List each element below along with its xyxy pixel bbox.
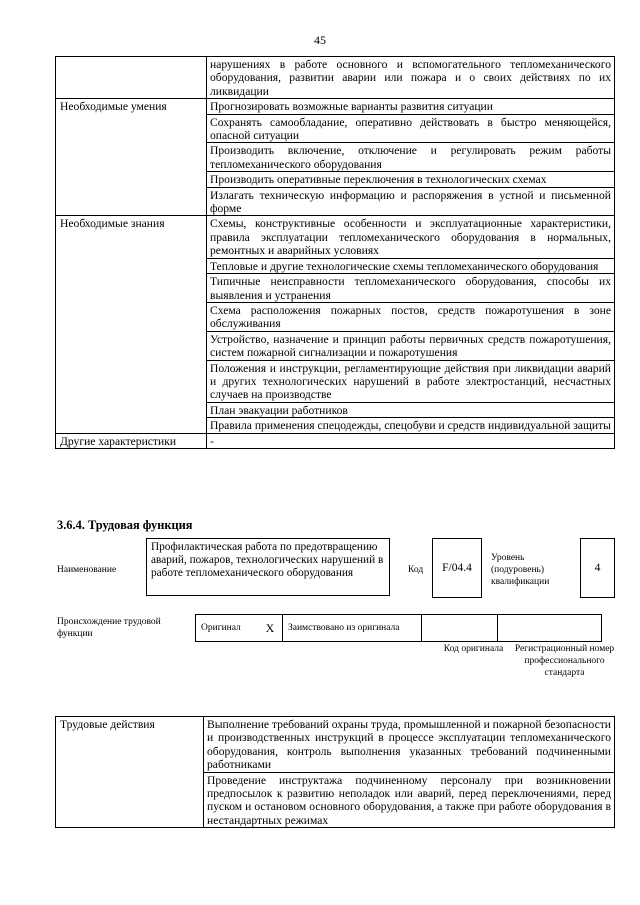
row-item: Устройство, назначение и принцип работы первичных средств пожаротушения, систем пожарной сигнализации и пожаротушения — [207, 331, 615, 360]
origin-label: Происхождение трудовой функции — [57, 617, 161, 639]
code-original-caption: Код оригинала — [443, 644, 504, 654]
table-row — [56, 216, 615, 258]
table-row — [56, 717, 615, 773]
original-cell: Оригинал — [196, 615, 259, 642]
row-item: Излагать техническую информацию и распоряжения в устной и письменной форме — [207, 187, 615, 216]
competencies-table — [55, 56, 615, 449]
level-value: 4 — [580, 538, 615, 598]
row-label-actions: Трудовые действия — [56, 717, 204, 828]
reg-number-caption: Регистрационный номер профессионального стандарта — [514, 644, 615, 678]
origin-table — [195, 614, 602, 642]
row-label-skills: Необходимые умения — [56, 99, 207, 216]
original-mark: X — [258, 615, 283, 642]
name-label: Наименование — [57, 565, 117, 575]
row-item: Положения и инструкции, регламентирующие действия при ликвидации аварий и других технологических нарушений в работе электростанций, несчастных случаев на производстве — [207, 360, 615, 402]
row-item: Тепловые и другие технологические схемы тепломеханического оборудования — [207, 258, 615, 273]
row-item: Схемы, конструктивные особенности и эксплуатационные характеристики, правила эксплуатации тепломеханического оборудования в нормальных, ремонтных и аварийных условиях — [207, 216, 615, 258]
row-item: Проведение инструктажа подчиненному персоналу при возникновении предпосылок к развитию неполадок или аварий, перед переключениями, перед пуском и остановом основного оборудования, а также при работе оборудования в нестандартных режимах — [204, 772, 615, 828]
table-row — [56, 57, 615, 99]
row-item: Выполнение требований охраны труда, промышленной и пожарной безопасности и производственных инструкций в процессе эксплуатации тепломеханического оборудования, контроль выполнения указанных требований подчиненными работниками — [204, 717, 615, 773]
row-item: Схема расположения пожарных постов, средств пожаротушения в зоне обслуживания — [207, 302, 615, 331]
reg-number-cell — [498, 615, 602, 642]
row-item: Производить оперативные переключения в технологических схемах — [207, 172, 615, 187]
borrowed-cell: Заимствовано из оригинала — [283, 615, 422, 642]
row-label-knowledge: Необходимые знания — [56, 216, 207, 433]
row-item: План эвакуации работников — [207, 402, 615, 417]
labor-actions-table — [55, 716, 615, 828]
row-item: - — [207, 433, 615, 448]
row-item: Типичные неисправности тепломеханического оборудования, способы их выявления и устранения — [207, 274, 615, 303]
row-label — [56, 57, 207, 99]
row-item: Прогнозировать возможные варианты развития ситуации — [207, 99, 615, 114]
name-value: Профилактическая работа по предотвращению аварий, пожаров, технологических нарушений в работе тепломеханического оборудования — [146, 538, 390, 596]
row-item: нарушениях в работе основного и вспомогательного тепломеханического оборудования, развитии аварии или пожара и о своих действиях по их ликвидации — [207, 57, 615, 99]
table-row — [56, 433, 615, 448]
code-label: Код — [408, 565, 424, 575]
row-item: Правила применения спецодежды, спецобуви и средств индивидуальной защиты — [207, 418, 615, 433]
table-row — [56, 99, 615, 114]
code-original-cell — [422, 615, 498, 642]
row-item: Сохранять самообладание, оперативно действовать в быстро меняющейся, опасной ситуации — [207, 114, 615, 143]
section-title: 3.6.4. Трудовая функция — [57, 518, 193, 532]
row-label-other: Другие характеристики — [56, 433, 207, 448]
code-value: F/04.4 — [432, 538, 482, 598]
level-label: Уровень (подуровень) квалификации — [491, 553, 550, 587]
row-item: Производить включение, отключение и регулировать режим работы тепломеханического оборудования — [207, 143, 615, 172]
page-number: 45 — [314, 33, 326, 47]
